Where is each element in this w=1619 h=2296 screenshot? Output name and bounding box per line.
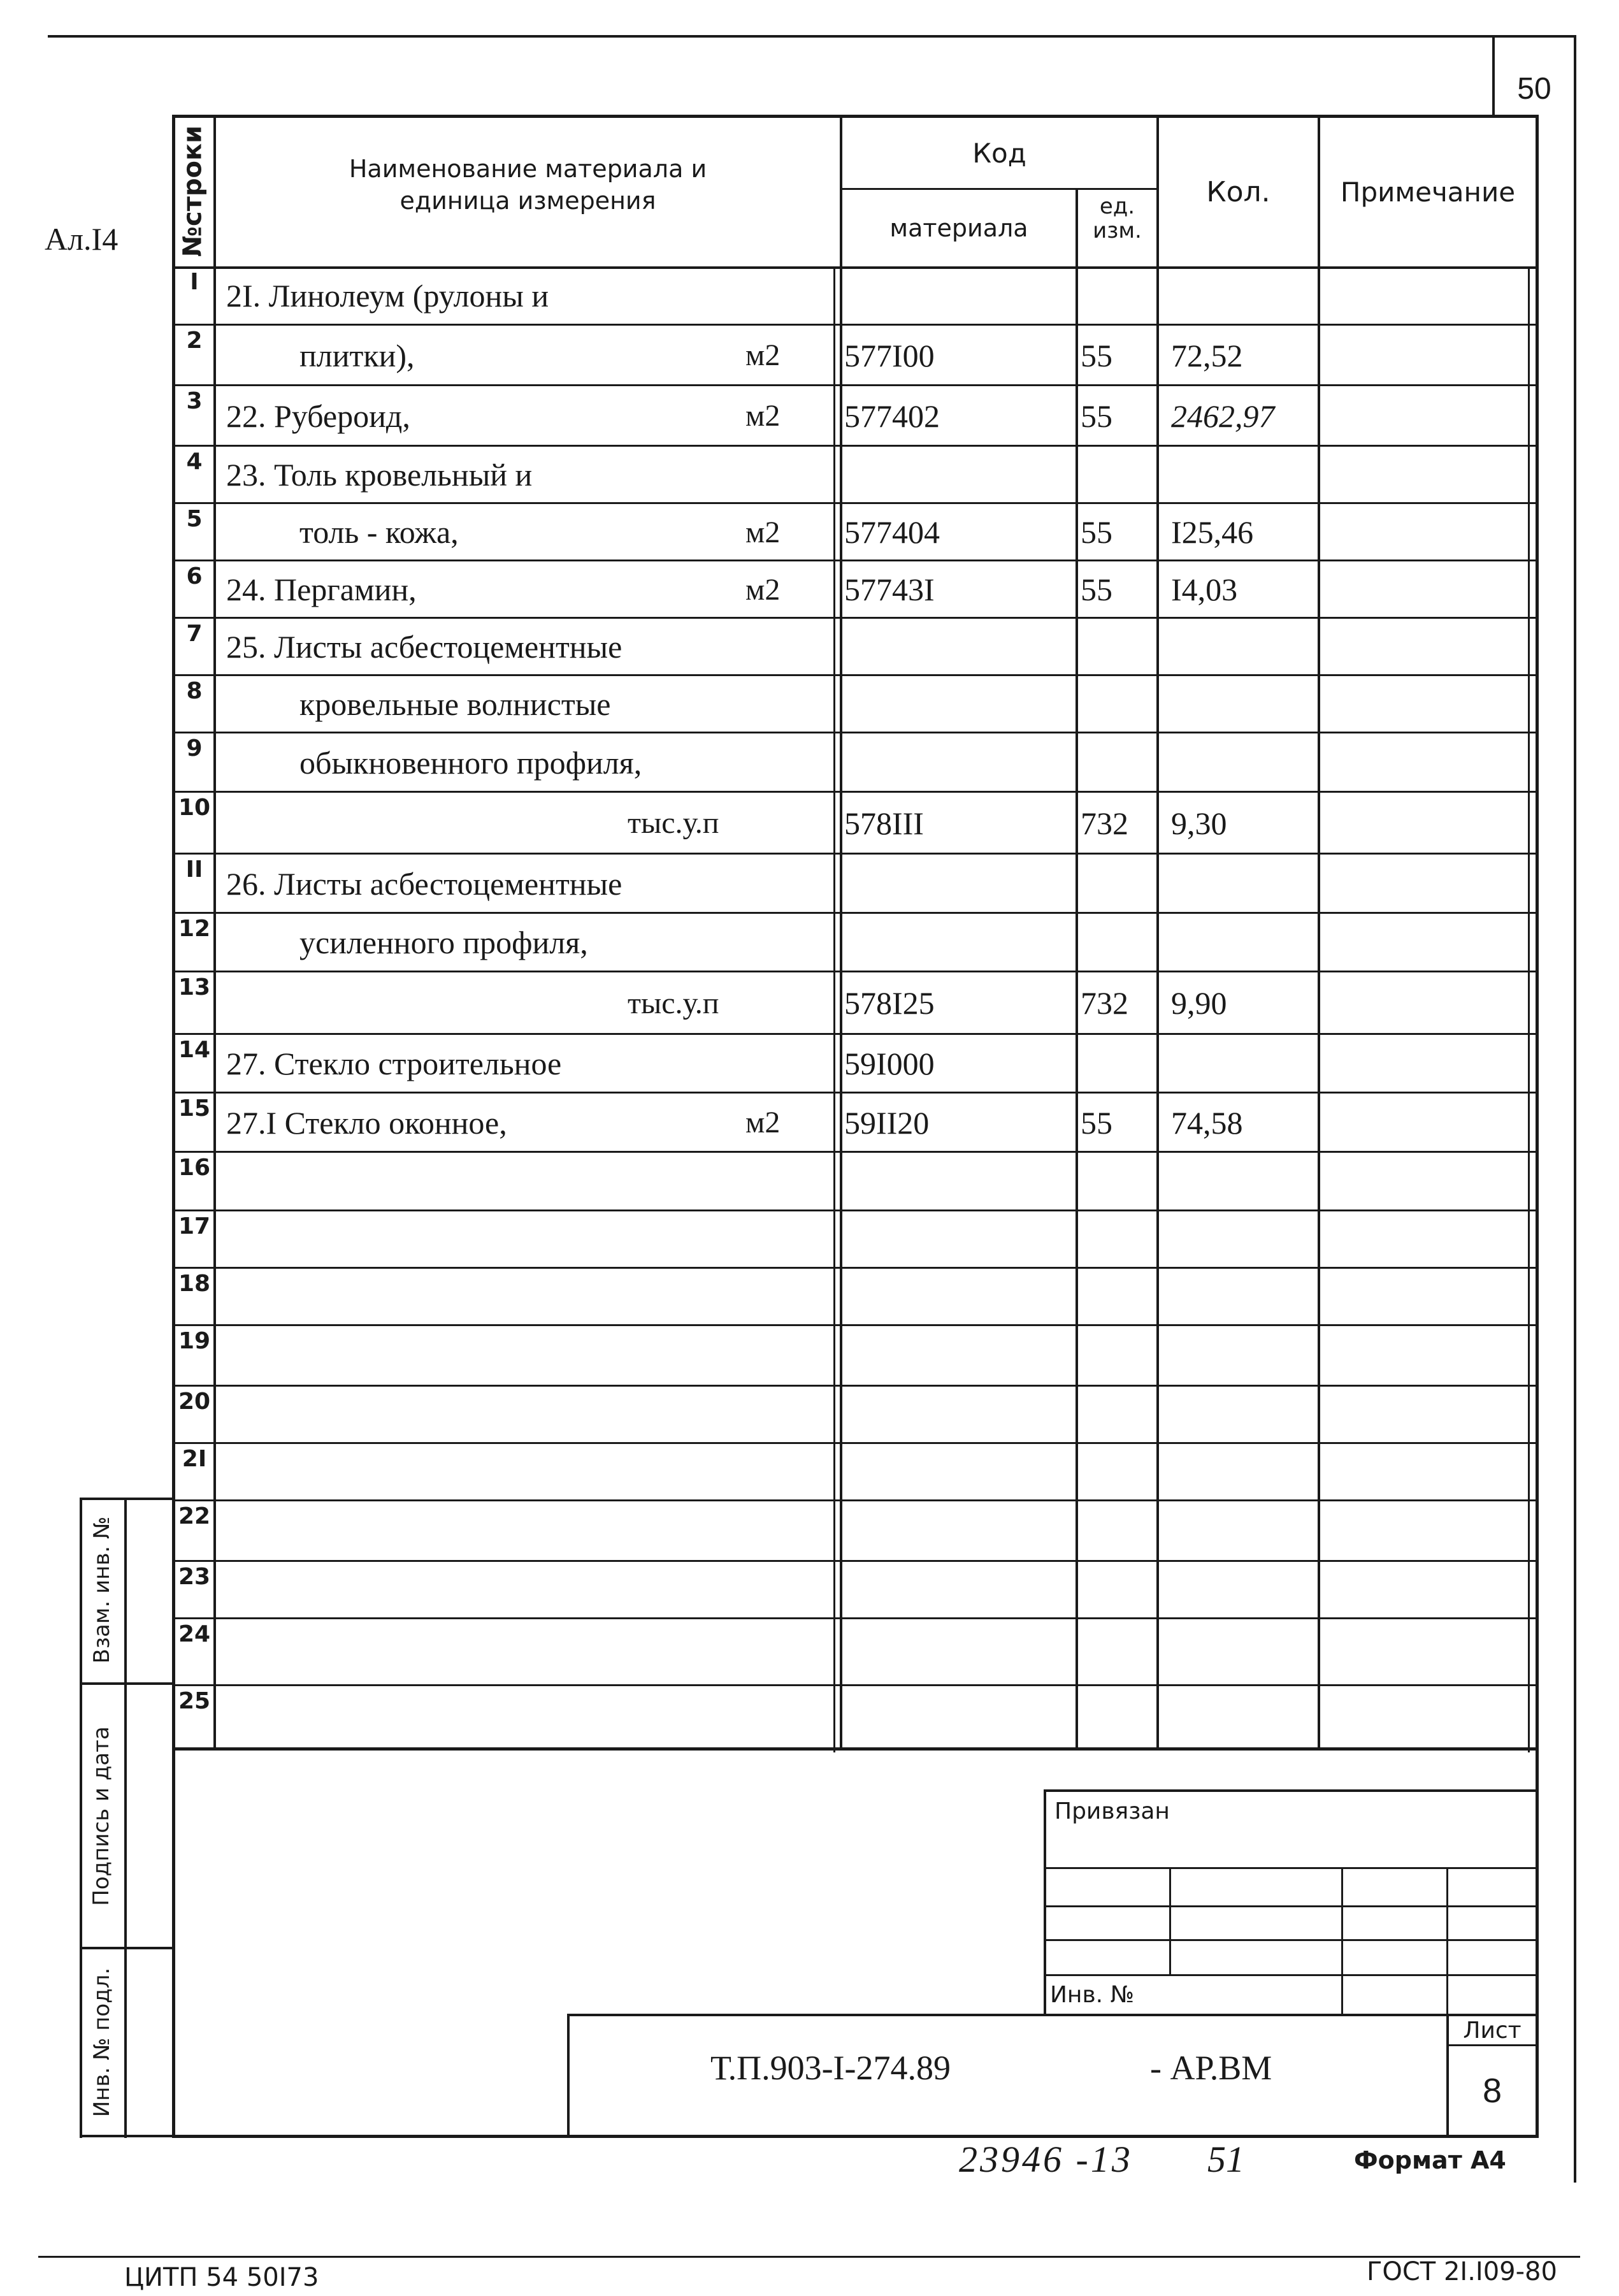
row-number: 19: [178, 1328, 211, 1354]
material-name: обыкновенного профиля,: [299, 744, 642, 781]
row-number: 15: [178, 1095, 211, 1122]
bound-box-left: [1044, 1789, 1046, 2016]
row-rule: [172, 1684, 1539, 1686]
row-rule: [172, 1209, 1539, 1211]
row-number: 10: [178, 795, 211, 821]
bound-col-2: [1341, 1867, 1343, 2015]
unit-code: [1078, 1034, 1157, 1093]
unit-code: [1078, 1619, 1157, 1686]
row-rule: [172, 1617, 1539, 1619]
row-number: 24: [178, 1621, 211, 1647]
album-label: Ал.I4: [45, 221, 119, 257]
row-number: 2I: [182, 1446, 207, 1472]
page-number-box-right: [1574, 35, 1576, 2183]
unit-code: [1078, 1501, 1157, 1561]
header-name-line2: единица измерения: [399, 187, 656, 215]
bound-rule-1: [1044, 1867, 1539, 1869]
row-number: 4: [186, 449, 203, 475]
row-number: 12: [178, 916, 211, 942]
unit-code: [1078, 733, 1157, 792]
material-name: 2I. Линолеум (рулоны и: [226, 278, 549, 314]
col-rule-note: [1318, 115, 1320, 1749]
unit-of-measure: м2: [745, 399, 781, 433]
frame-right: [1536, 115, 1539, 2138]
quantity: 9,90: [1171, 985, 1227, 1021]
row-rule: [172, 1499, 1539, 1501]
stamp-inv-orig: Инв. № подл.: [89, 1967, 115, 2118]
row-number: I: [190, 269, 199, 295]
material-name: 24. Пергамин,: [226, 572, 417, 607]
sheet-number-top: 50: [1517, 71, 1551, 106]
row-number: 3: [186, 388, 203, 414]
row-number: 8: [186, 678, 203, 704]
designation-box-top: [567, 2014, 1539, 2016]
material-name: 22. Рубероид,: [226, 398, 410, 434]
bound-rule-2: [1044, 1905, 1539, 1907]
material-name: 23. Толь кровельный и: [226, 457, 533, 493]
row-number: 2: [186, 328, 203, 354]
unit-code: [1078, 913, 1157, 972]
sheet-value: 8: [1482, 2071, 1502, 2110]
header-code: Код: [972, 137, 1026, 169]
designation-box-left: [567, 2014, 570, 2138]
col-rule-rowno: [213, 115, 216, 1749]
unit-of-measure: м2: [745, 1106, 781, 1139]
header-qty: Кол.: [1206, 176, 1270, 208]
header-row-number: №строки: [178, 125, 208, 257]
inv-no-label: Инв. №: [1050, 1981, 1135, 2008]
row-number: 22: [178, 1503, 211, 1529]
row-number: 20: [178, 1389, 211, 1415]
row-rule: [172, 1442, 1539, 1444]
unit-of-measure: тыс.у.п: [628, 806, 719, 840]
frame-bottom: [172, 2135, 1539, 2138]
format-label: Формат А4: [1354, 2146, 1506, 2174]
header-name-line1: Наименование материала и: [349, 155, 707, 183]
unit-code: [1078, 1386, 1157, 1443]
unit-of-measure: тыс.у.п: [628, 986, 719, 1020]
row-rule: [172, 1385, 1539, 1387]
unit-code: [1078, 1443, 1157, 1501]
row-rule: [172, 1748, 1539, 1750]
row-number: 5: [186, 506, 203, 532]
col-rule-name: [840, 115, 842, 1749]
unit-code: 55: [1081, 337, 1112, 373]
stamp-rule-2: [80, 1682, 175, 1685]
row-rule: [172, 1324, 1539, 1326]
unit-code: [1078, 446, 1157, 503]
material-code: 59II20: [844, 1104, 930, 1141]
section-code: - АР.ВМ: [1150, 2049, 1272, 2087]
material-code: 577404: [844, 514, 940, 550]
row-number: 18: [178, 1271, 211, 1297]
unit-code: [1078, 1561, 1157, 1619]
unit-code: [1078, 1686, 1157, 1749]
material-name: 27.I Стекло оконное,: [226, 1104, 507, 1141]
header-unit: [1078, 194, 1156, 243]
stamp-rule-3: [80, 1947, 175, 1949]
quantity: 9,30: [1171, 805, 1227, 841]
stamp-frame-mid: [124, 1498, 127, 2138]
material-code: 59I000: [844, 1046, 935, 1081]
footer-right: ГОСТ 2I.I09-80: [1367, 2257, 1557, 2286]
material-code: 578I25: [844, 985, 935, 1021]
quantity: I4,03: [1171, 572, 1238, 607]
unit-code: [1078, 1152, 1157, 1211]
row-number: 7: [186, 621, 203, 647]
unit-code: 55: [1081, 398, 1112, 434]
material-code: 578III: [844, 805, 924, 841]
stamp-sign-date: Подпись и дата: [89, 1726, 114, 1906]
row-number: 23: [178, 1564, 211, 1590]
row-number: 25: [178, 1688, 211, 1714]
footer-left: ЦИТП 54 50I73: [124, 2263, 319, 2292]
material-code: 577I00: [844, 337, 935, 373]
designation: Т.П.903-I-274.89: [710, 2049, 951, 2087]
unit-code: [1078, 1268, 1157, 1325]
bound-col-1: [1169, 1867, 1171, 1974]
quantity: 74,58: [1171, 1104, 1243, 1141]
handwritten-number: 23946 -13: [959, 2138, 1133, 2180]
header-unit-line1: ед.: [1099, 194, 1135, 219]
material-code: 577402: [844, 398, 940, 434]
unit-code: 55: [1081, 514, 1112, 550]
material-name: кровельные волнистые: [299, 686, 611, 722]
unit-code: [1078, 618, 1157, 675]
handwritten-page: 51: [1207, 2138, 1244, 2180]
unit-code: 732: [1081, 805, 1128, 841]
material-name: толь - кожа,: [299, 514, 459, 550]
stamp-replace-inv: Взам. инв. №: [89, 1516, 115, 1664]
header-name: [216, 153, 840, 217]
header-material: материала: [889, 214, 1028, 242]
sheet-label: Лист: [1463, 2017, 1522, 2044]
row-number: 16: [178, 1155, 211, 1181]
bound-rule-3: [1044, 1939, 1539, 1941]
row-number: 13: [178, 974, 211, 1000]
row-number: II: [185, 856, 203, 883]
unit-code: [1078, 266, 1157, 325]
row-rule: [172, 1560, 1539, 1562]
unit-code: 55: [1081, 572, 1112, 607]
frame-left: [172, 115, 175, 2138]
stamp-rule-4: [80, 2135, 175, 2137]
unit-code: [1078, 1325, 1157, 1386]
unit-code: 732: [1081, 985, 1128, 1021]
header-unit-line2: изм.: [1093, 218, 1142, 243]
row-number: 17: [178, 1213, 211, 1239]
material-name: 27. Стекло строительное: [226, 1046, 562, 1081]
header-note: Примечание: [1340, 177, 1516, 208]
quantity: I25,46: [1171, 514, 1254, 550]
unit-code: [1078, 1211, 1157, 1268]
bound-label: Привязан: [1054, 1798, 1170, 1824]
material-name: 25. Листы асбестоцементные: [226, 629, 622, 665]
row-number: 9: [186, 735, 203, 762]
unit-code: [1078, 675, 1157, 733]
table-inner-right: [1528, 268, 1530, 1752]
bound-col-3: [1446, 1867, 1448, 2015]
table-inner-left: [833, 268, 835, 1752]
row-rule: [172, 1267, 1539, 1269]
row-number: 6: [186, 563, 203, 589]
top-rule: [48, 35, 1574, 38]
material-code: 57743I: [844, 572, 935, 607]
unit-code: 55: [1081, 1104, 1112, 1141]
material-name: плитки),: [299, 337, 415, 373]
material-name: 26. Листы асбестоцементные: [226, 865, 622, 902]
quantity: 2462,97: [1171, 398, 1275, 434]
bottom-rule: [38, 2256, 1580, 2258]
unit-code: [1078, 854, 1157, 913]
unit-of-measure: м2: [745, 338, 781, 372]
material-name: усиленного профиля,: [299, 925, 588, 960]
unit-of-measure: м2: [745, 572, 781, 607]
unit-of-measure: м2: [745, 515, 781, 549]
quantity: 72,52: [1171, 337, 1243, 373]
row-number: 14: [178, 1037, 211, 1063]
